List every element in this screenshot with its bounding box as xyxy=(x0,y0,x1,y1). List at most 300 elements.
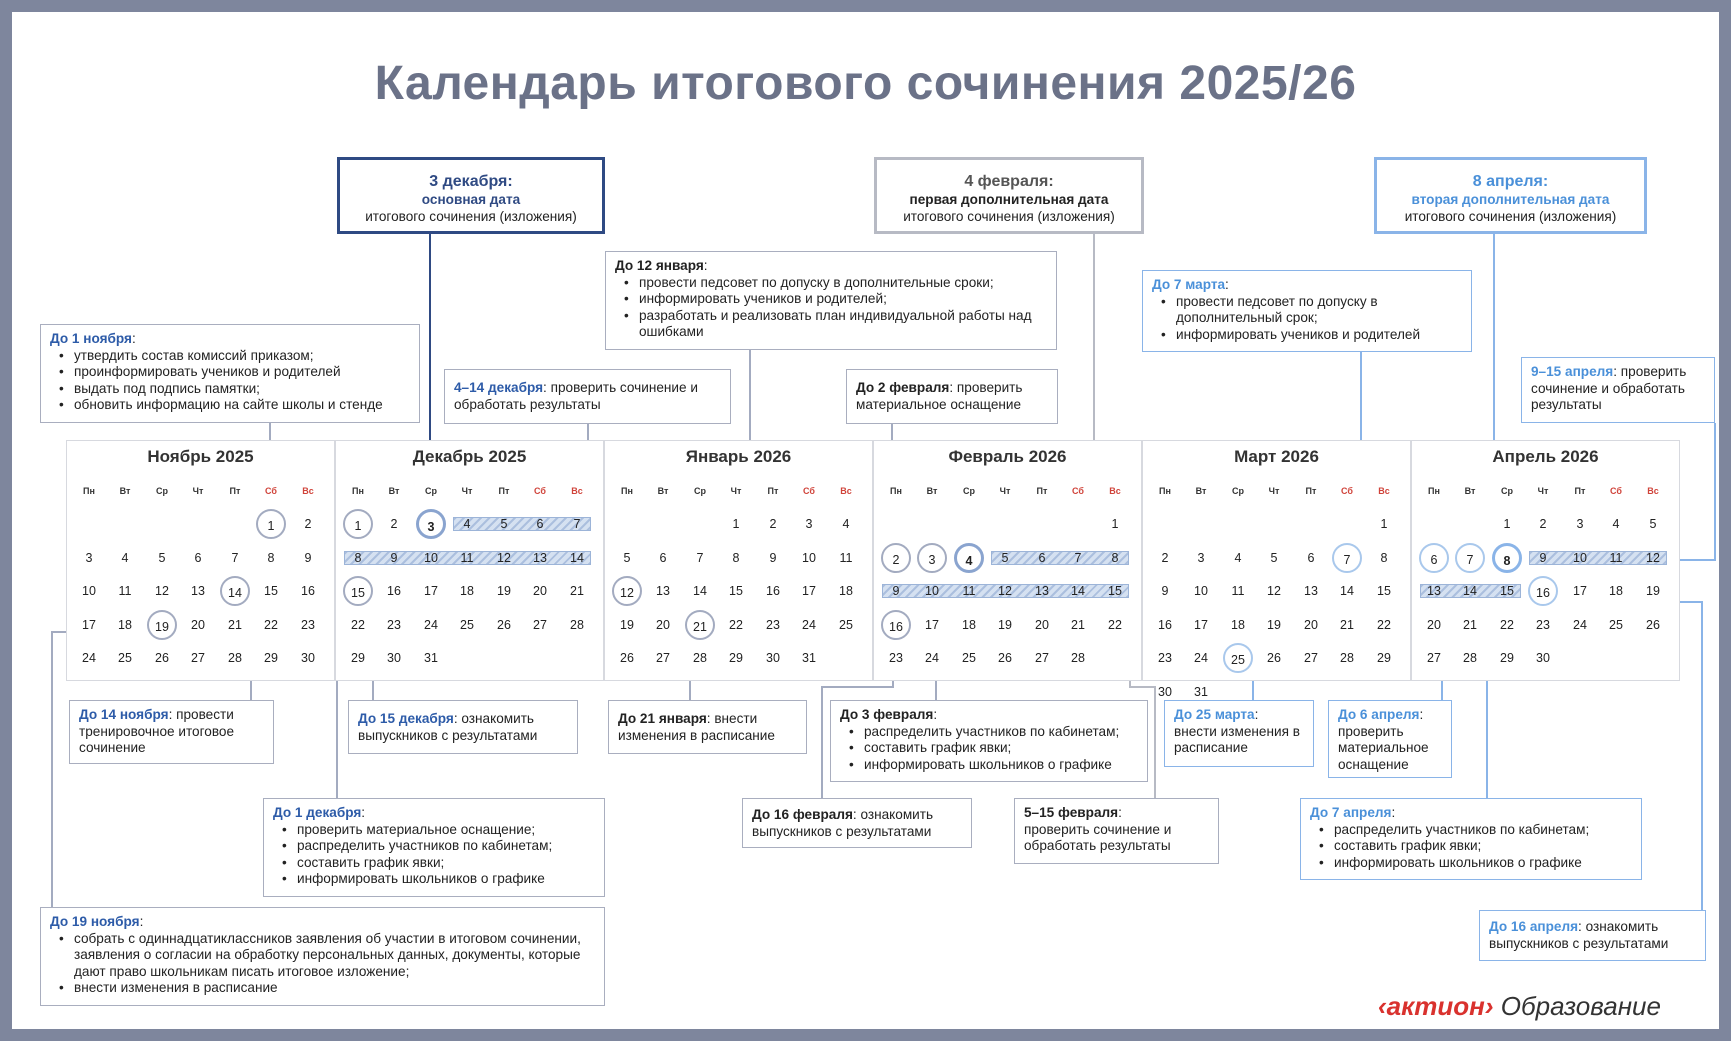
day-cell: 4 xyxy=(1612,517,1620,531)
day-cell: 18 xyxy=(1609,584,1623,598)
day-cell: 9 xyxy=(390,550,398,565)
month-november xyxy=(66,440,335,681)
note-item: • провести педсовет по допуску в дополнительный срок; xyxy=(1152,294,1462,327)
note-text: : ознакомить выпускников с результатами xyxy=(1489,919,1669,951)
note-items xyxy=(50,348,410,414)
day-cell: 12 xyxy=(998,584,1012,598)
note-date: До 14 ноября xyxy=(79,707,169,722)
day-cell: 26 xyxy=(497,617,511,632)
month-december xyxy=(335,440,604,681)
weekday-label: Ср xyxy=(425,486,437,496)
note-feb16 xyxy=(742,798,972,848)
note-text: проверить материальное оснащение xyxy=(1338,723,1429,772)
note-feb3 xyxy=(830,700,1148,782)
note-item: • выдать под подпись памятки; xyxy=(50,381,410,398)
day-cell: 28 xyxy=(570,617,584,632)
note-apr16 xyxy=(1479,910,1706,961)
day-cell: 16 xyxy=(387,584,401,598)
note-date: До 16 апреля xyxy=(1489,919,1579,934)
day-cell: 14 xyxy=(1071,584,1085,598)
note-nov19 xyxy=(40,907,605,1006)
weekday-label: Сб xyxy=(1072,486,1084,496)
day-cell: 17 xyxy=(82,617,96,632)
day-cell: 8 xyxy=(354,550,362,565)
weekday-label: Сб xyxy=(803,486,815,496)
note-apr6 xyxy=(1328,700,1452,778)
note-feb5-15 xyxy=(1014,798,1219,864)
key-date-second-extra xyxy=(1374,157,1647,234)
day-cell: 9 xyxy=(769,550,777,565)
day-cell: 13 xyxy=(1304,584,1318,598)
note-item: • собрать с одиннадцатиклассников заявления об участии в итоговом сочинении, заявления о согласии на обработку персональных данных, документы, которые дают право школьникам писать итоговое изложение; xyxy=(50,931,595,981)
note-item: • разработать и реализовать план индивидуальной работы над ошибками xyxy=(615,308,1047,341)
note-item: • составить график явки; xyxy=(273,855,595,872)
key-date-text: итогового сочинения (изложения) xyxy=(365,208,577,224)
weekday-label: Пн xyxy=(621,486,633,496)
day-cell: 2 xyxy=(390,517,398,531)
day-cell: 26 xyxy=(998,651,1012,665)
day-cell: 3 xyxy=(805,517,813,531)
day-cell: 27 xyxy=(1427,651,1441,665)
note-date: До 21 января xyxy=(618,711,707,726)
key-date-first-extra xyxy=(874,157,1144,234)
day-cell: 25 xyxy=(460,617,474,632)
note-apr9-15 xyxy=(1521,357,1715,423)
marked-day: 2 xyxy=(881,543,911,573)
weekday-label: Чт xyxy=(1268,486,1280,496)
weekday-label: Ср xyxy=(1501,486,1513,496)
day-cell: 18 xyxy=(460,584,474,598)
day-cell: 17 xyxy=(1573,584,1587,598)
note-date: До 6 апреля xyxy=(1338,707,1420,722)
day-cell: 5 xyxy=(623,550,631,565)
day-cell: 26 xyxy=(155,651,169,665)
day-cell: 10 xyxy=(1194,584,1208,598)
day-cell: 23 xyxy=(1158,651,1172,665)
marked-day: 8 xyxy=(1492,543,1522,573)
note-items xyxy=(1152,294,1462,344)
day-cell: 17 xyxy=(925,617,939,632)
month-title: Январь 2026 xyxy=(685,447,792,466)
day-cell: 19 xyxy=(1646,584,1660,598)
day-cell: 26 xyxy=(1646,617,1660,632)
note-item: • распределить участников по кабинетам; xyxy=(273,838,595,855)
day-cell: 22 xyxy=(1108,617,1122,632)
note-text: : проверить сочинение и обработать результаты xyxy=(454,380,698,412)
weekday-label: Пт xyxy=(498,486,510,496)
marked-day: 7 xyxy=(1332,543,1362,573)
note-jan12 xyxy=(605,251,1057,350)
note-feb2 xyxy=(846,369,1058,424)
key-date-subtitle: основная дата xyxy=(421,192,521,207)
page-title: Календарь итогового сочинения 2025/26 xyxy=(374,57,1357,110)
note-text: : ознакомить выпускников с результатами xyxy=(752,807,934,839)
day-cell: 15 xyxy=(1377,584,1391,598)
day-cell: 5 xyxy=(500,517,508,531)
note-item: • информировать школьников о графике xyxy=(273,871,595,888)
marked-day: 1 xyxy=(256,509,286,539)
weekday-label: Пн xyxy=(890,486,902,496)
marked-day: 12 xyxy=(612,576,642,606)
note-item: • информировать учеников и родителей; xyxy=(615,291,1047,308)
day-cell: 28 xyxy=(228,651,242,665)
day-cell: 24 xyxy=(802,617,816,632)
connector-line xyxy=(1679,423,1715,560)
day-cell: 5 xyxy=(1270,550,1278,565)
note-date: 5–15 февраля xyxy=(1024,805,1119,820)
note-text: проверить сочинение и обработать результаты xyxy=(1024,821,1172,853)
note-item: • внести изменения в расписание xyxy=(50,980,595,997)
day-cell: 17 xyxy=(802,584,816,598)
note-text: : провести тренировочное итоговое сочинение xyxy=(79,707,235,755)
marked-day: 7 xyxy=(1455,543,1485,573)
day-cell: 1 xyxy=(1503,517,1511,531)
day-cell: 13 xyxy=(1035,584,1049,598)
note-date: До 15 декабря xyxy=(358,711,454,726)
weekday-label: Вс xyxy=(571,486,583,496)
note-date: До 16 февраля xyxy=(752,807,853,822)
day-cell: 23 xyxy=(387,617,401,632)
day-cell: 6 xyxy=(536,517,544,531)
day-cell: 8 xyxy=(267,550,275,565)
day-cell: 28 xyxy=(693,651,707,665)
day-cell: 25 xyxy=(962,651,976,665)
note-text: внести изменения в расписание xyxy=(1174,723,1300,755)
note-item: • утвердить состав комиссий приказом; xyxy=(50,348,410,365)
day-cell: 2 xyxy=(769,517,777,531)
day-cell: 20 xyxy=(1427,617,1441,632)
weekday-label: Сб xyxy=(265,486,277,496)
note-suffix: : xyxy=(139,914,144,929)
note-items xyxy=(840,724,1138,774)
day-cell: 22 xyxy=(351,617,365,632)
day-cell: 9 xyxy=(892,584,900,598)
day-cell: 12 xyxy=(497,550,511,565)
day-cell: 3 xyxy=(85,550,93,565)
day-cell: 24 xyxy=(1573,617,1587,632)
day-cell: 12 xyxy=(1267,584,1281,598)
day-cell: 19 xyxy=(620,617,634,632)
day-cell: 22 xyxy=(1500,617,1514,632)
marked-day: 21 xyxy=(685,610,715,640)
day-cell: 29 xyxy=(351,651,365,665)
note-item: • информировать школьников о графике xyxy=(840,757,1138,774)
month-april xyxy=(1411,440,1680,681)
day-cell: 2 xyxy=(1539,517,1547,531)
day-cell: 10 xyxy=(925,584,939,598)
day-cell: 28 xyxy=(1463,651,1477,665)
weekday-label: Вт xyxy=(657,486,669,496)
note-date: До 12 января xyxy=(615,258,704,273)
weekday-label: Пт xyxy=(1305,486,1317,496)
day-cell: 30 xyxy=(1536,651,1550,665)
day-cell: 25 xyxy=(118,651,132,665)
note-text: : ознакомить выпускников с результатами xyxy=(358,711,538,743)
note-apr7 xyxy=(1300,798,1642,880)
marked-day: 1 xyxy=(343,509,373,539)
day-cell: 6 xyxy=(1307,550,1315,565)
day-cell: 31 xyxy=(1194,684,1208,699)
note-items xyxy=(615,275,1047,341)
weekday-label: Чт xyxy=(461,486,473,496)
day-cell: 1 xyxy=(1111,517,1119,531)
day-cell: 31 xyxy=(802,651,816,665)
marked-day: 16 xyxy=(881,610,911,640)
note-date: До 7 апреля xyxy=(1310,805,1392,820)
weekday-label: Вс xyxy=(1109,486,1121,496)
weekday-label: Сб xyxy=(534,486,546,496)
day-cell: 21 xyxy=(1071,617,1085,632)
weekday-label: Пт xyxy=(229,486,241,496)
day-cell: 27 xyxy=(656,651,670,665)
day-cell: 29 xyxy=(729,651,743,665)
day-cell: 19 xyxy=(497,584,511,598)
weekday-label: Пт xyxy=(1574,486,1586,496)
note-dec4-14 xyxy=(444,369,731,424)
note-suffix: : xyxy=(1391,805,1396,820)
note-nov1 xyxy=(40,324,420,423)
day-cell: 23 xyxy=(766,617,780,632)
day-cell: 5 xyxy=(1649,517,1657,531)
aktion-logo xyxy=(1378,991,1661,1021)
day-cell: 30 xyxy=(387,651,401,665)
day-cell: 27 xyxy=(1304,651,1318,665)
weekday-label: Пн xyxy=(1428,486,1440,496)
day-cell: 27 xyxy=(191,651,205,665)
note-items xyxy=(50,931,595,997)
note-item: • проинформировать учеников и родителей xyxy=(50,364,410,381)
note-date: До 3 февраля xyxy=(840,707,934,722)
note-suffix: : xyxy=(1254,707,1259,722)
note-item: • проверить материальное оснащение; xyxy=(273,822,595,839)
day-cell: 23 xyxy=(889,651,903,665)
day-cell: 22 xyxy=(729,617,743,632)
day-cell: 1 xyxy=(1380,517,1388,531)
note-item: • составить график явки; xyxy=(1310,838,1632,855)
day-cell: 11 xyxy=(460,550,474,565)
day-cell: 25 xyxy=(1609,617,1623,632)
day-cell: 21 xyxy=(570,584,584,598)
day-cell: 23 xyxy=(1536,617,1550,632)
day-cell: 13 xyxy=(191,584,205,598)
weekday-label: Пн xyxy=(83,486,95,496)
day-cell: 15 xyxy=(264,584,278,598)
marked-day: 16 xyxy=(1528,576,1558,606)
note-date: До 7 марта xyxy=(1152,277,1226,292)
note-mar7 xyxy=(1142,270,1472,352)
weekday-label: Вс xyxy=(840,486,852,496)
weekday-label: Чт xyxy=(999,486,1011,496)
note-suffix: : xyxy=(703,258,708,273)
day-cell: 9 xyxy=(304,550,312,565)
month-title: Апрель 2026 xyxy=(1492,447,1599,466)
weekday-label: Сб xyxy=(1341,486,1353,496)
day-cell: 14 xyxy=(693,584,707,598)
month-title: Февраль 2026 xyxy=(948,447,1067,466)
day-cell: 4 xyxy=(463,517,471,531)
day-cell: 20 xyxy=(1304,617,1318,632)
month-title: Март 2026 xyxy=(1234,447,1319,466)
day-cell: 18 xyxy=(1231,617,1245,632)
weekday-label: Ср xyxy=(1232,486,1244,496)
day-cell: 21 xyxy=(1463,617,1477,632)
note-item: • распределить участников по кабинетам; xyxy=(840,724,1138,741)
day-cell: 2 xyxy=(1161,550,1169,565)
day-cell: 17 xyxy=(424,584,438,598)
day-cell: 18 xyxy=(839,584,853,598)
day-cell: 6 xyxy=(659,550,667,565)
note-suffix: : xyxy=(1225,277,1229,292)
key-date-main xyxy=(337,157,605,234)
weekday-label: Пт xyxy=(767,486,779,496)
note-date: До 2 февраля xyxy=(856,380,950,395)
day-cell: 19 xyxy=(1267,617,1281,632)
note-text: : проверить сочинение и обработать результаты xyxy=(1531,364,1687,412)
day-cell: 4 xyxy=(842,517,850,531)
day-cell: 8 xyxy=(1380,550,1388,565)
marked-day: 6 xyxy=(1419,543,1449,573)
day-cell: 31 xyxy=(424,651,438,665)
weekday-label: Вс xyxy=(302,486,314,496)
weekday-label: Пт xyxy=(1036,486,1048,496)
note-date: До 1 декабря xyxy=(273,805,362,820)
weekday-label: Вт xyxy=(119,486,131,496)
day-cell: 13 xyxy=(1427,584,1441,598)
day-cell: 10 xyxy=(1573,550,1587,565)
note-date: До 25 марта xyxy=(1174,707,1255,722)
logo-brand: ‹актион› xyxy=(1378,991,1494,1021)
key-date-title: 4 февраля: xyxy=(964,173,1054,190)
note-items xyxy=(273,822,595,888)
day-cell: 24 xyxy=(925,651,939,665)
day-cell: 20 xyxy=(533,584,547,598)
day-cell: 14 xyxy=(1463,584,1477,598)
day-cell: 9 xyxy=(1539,550,1547,565)
marked-day: 14 xyxy=(220,576,250,606)
day-cell: 26 xyxy=(620,651,634,665)
day-cell: 21 xyxy=(228,617,242,632)
weekday-label: Пн xyxy=(1159,486,1171,496)
weekday-label: Ср xyxy=(963,486,975,496)
day-cell: 30 xyxy=(301,651,315,665)
weekday-label: Вт xyxy=(1464,486,1476,496)
day-cell: 14 xyxy=(1340,584,1354,598)
marked-day: 3 xyxy=(917,543,947,573)
note-date: До 1 ноября xyxy=(50,331,132,346)
note-text: : внести изменения в расписание xyxy=(618,711,775,743)
key-date-title: 3 декабря: xyxy=(429,173,513,190)
weekday-label: Чт xyxy=(730,486,742,496)
day-cell: 5 xyxy=(1001,550,1009,565)
day-cell: 27 xyxy=(1035,651,1049,665)
day-cell: 26 xyxy=(1267,651,1281,665)
day-cell: 30 xyxy=(1158,684,1172,699)
day-cell: 27 xyxy=(533,617,547,632)
note-dec1 xyxy=(263,798,605,897)
key-date-subtitle: вторая дополнительная дата xyxy=(1411,192,1610,207)
weekday-label: Вт xyxy=(1195,486,1207,496)
note-suffix: : xyxy=(361,805,366,820)
day-cell: 13 xyxy=(533,550,547,565)
day-cell: 19 xyxy=(998,617,1012,632)
note-dec15 xyxy=(348,700,578,754)
day-cell: 11 xyxy=(962,584,976,598)
month-march xyxy=(1142,440,1411,699)
marked-day: 4 xyxy=(954,543,984,573)
day-cell: 8 xyxy=(1111,550,1119,565)
day-cell: 11 xyxy=(118,584,132,598)
day-cell: 3 xyxy=(1576,517,1584,531)
day-cell: 8 xyxy=(732,550,740,565)
month-title: Ноябрь 2025 xyxy=(147,447,254,466)
day-cell: 1 xyxy=(732,517,740,531)
weekday-label: Сб xyxy=(1610,486,1622,496)
key-date-title: 8 апреля: xyxy=(1472,173,1549,190)
day-cell: 15 xyxy=(1500,584,1514,598)
day-cell: 14 xyxy=(570,550,584,565)
day-cell: 28 xyxy=(1340,651,1354,665)
day-cell: 9 xyxy=(1161,584,1169,598)
day-cell: 16 xyxy=(766,584,780,598)
day-cell: 24 xyxy=(1194,651,1208,665)
day-cell: 11 xyxy=(1231,584,1245,598)
day-cell: 12 xyxy=(1646,550,1660,565)
month-title: Декабрь 2025 xyxy=(412,447,527,466)
day-cell: 11 xyxy=(839,550,853,565)
day-cell: 10 xyxy=(82,584,96,598)
day-cell: 15 xyxy=(1108,584,1122,598)
note-item: • обновить информацию на сайте школы и стенде xyxy=(50,397,410,414)
weekday-label: Ср xyxy=(694,486,706,496)
key-date-text: итогового сочинения (изложения) xyxy=(1404,208,1617,224)
day-cell: 15 xyxy=(729,584,743,598)
day-cell: 6 xyxy=(194,550,202,565)
day-cell: 13 xyxy=(656,584,670,598)
key-date-subtitle: первая дополнительная дата xyxy=(909,192,1109,207)
marked-day: 19 xyxy=(147,610,177,640)
weekday-label: Вт xyxy=(388,486,400,496)
weekday-label: Вс xyxy=(1647,486,1659,496)
weekday-label: Вс xyxy=(1378,486,1390,496)
day-cell: 20 xyxy=(656,617,670,632)
day-cell: 29 xyxy=(1377,651,1391,665)
note-suffix: : xyxy=(132,331,136,346)
marked-day: 3 xyxy=(416,509,446,539)
day-cell: 7 xyxy=(1074,550,1082,565)
note-suffix: : xyxy=(1419,707,1424,722)
marked-day: 25 xyxy=(1223,643,1253,673)
note-item: • распределить участников по кабинетам; xyxy=(1310,822,1632,839)
day-cell: 6 xyxy=(1038,550,1046,565)
day-cell: 22 xyxy=(1377,617,1391,632)
day-cell: 10 xyxy=(424,550,438,565)
day-cell: 29 xyxy=(264,651,278,665)
note-jan21 xyxy=(608,700,807,754)
note-item: • провести педсовет по допуску в дополнительные сроки; xyxy=(615,275,1047,292)
note-suffix: : xyxy=(933,707,938,722)
month-january xyxy=(604,440,873,681)
day-cell: 29 xyxy=(1500,651,1514,665)
day-cell: 20 xyxy=(1035,617,1049,632)
weekday-label: Чт xyxy=(192,486,204,496)
day-cell: 3 xyxy=(1197,550,1205,565)
day-cell: 7 xyxy=(696,550,704,565)
note-date: 9–15 апреля xyxy=(1531,364,1614,379)
day-cell: 12 xyxy=(155,584,169,598)
day-cell: 16 xyxy=(1158,617,1172,632)
weekday-label: Ср xyxy=(156,486,168,496)
key-date-text: итогового сочинения (изложения) xyxy=(903,208,1115,224)
